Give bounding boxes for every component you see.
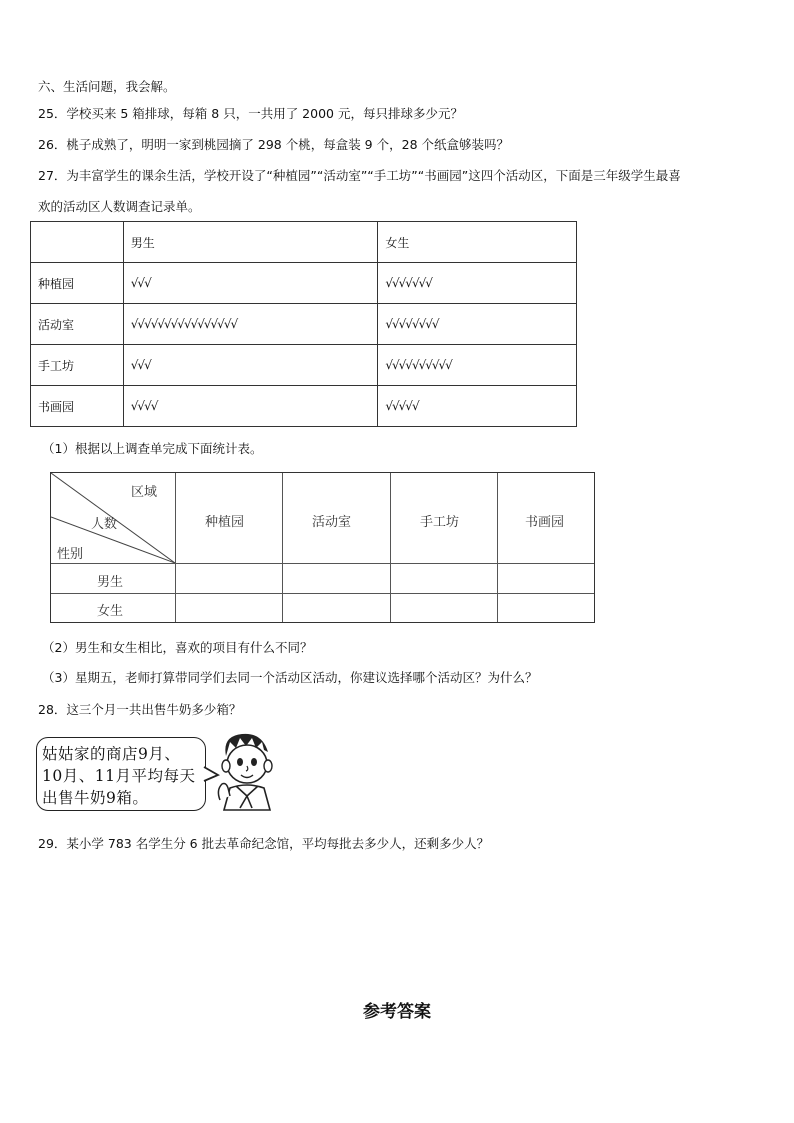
girls-ticks: √√√√√ (378, 386, 577, 427)
table-row (31, 222, 577, 263)
column-header: 活动室 (312, 515, 352, 530)
corner-label-gender: 性别 (57, 547, 84, 562)
boys-ticks: √√√ (123, 263, 378, 304)
survey-record-table (30, 221, 577, 427)
column-header: 书画园 (525, 515, 565, 530)
statistics-table (50, 472, 595, 623)
question-27-line2: 欢的活动区人数调查记录单。 (38, 199, 201, 214)
boy-illustration-icon (212, 730, 282, 812)
corner-label-region: 区域 (131, 485, 158, 500)
area-cell: 书画园 (31, 386, 124, 427)
column-header: 手工坊 (420, 515, 460, 530)
table-row (31, 386, 577, 427)
header-cell-boys: 男生 (123, 222, 378, 263)
question-27-sub3: （3）星期五，老师打算带同学们去同一个活动区活动，你建议选择哪个活动区？为什么？ (42, 670, 538, 685)
area-cell: 活动室 (31, 304, 124, 345)
header-cell (31, 222, 124, 263)
column-divider (282, 473, 283, 622)
table-row (31, 263, 577, 304)
row-header-girls: 女生 (97, 604, 124, 619)
column-divider (390, 473, 391, 622)
question-29: 29．某小学 783 名学生分 6 批去革命纪念馆，平均每批去多少人，还剩多少人？ (38, 836, 490, 851)
section-title: 六、生活问题，我会解。 (38, 79, 176, 94)
table-row (31, 345, 577, 386)
girls-ticks: √√√√√√√ (378, 263, 577, 304)
question-26: 26．桃子成熟了，明明一家到桃园摘了 298 个桃，每盒装 9 个，28 个纸盒够装吗？ (38, 137, 509, 152)
area-cell: 种植园 (31, 263, 124, 304)
boys-ticks: √√√√√√√√√√√√√√√√ (123, 304, 378, 345)
column-divider (497, 473, 498, 622)
header-cell-girls: 女生 (378, 222, 577, 263)
corner-label-count: 人数 (91, 517, 118, 532)
table-row (31, 304, 577, 345)
girls-ticks: √√√√√√√√ (378, 304, 577, 345)
row-divider (51, 593, 594, 594)
answer-section-title: 参考答案 (363, 1002, 431, 1022)
bubble-line-3: 出售牛奶9箱。 (42, 789, 149, 807)
column-divider (175, 473, 176, 622)
boys-ticks: √√√ (123, 345, 378, 386)
question-27-sub1: （1）根据以上调查单完成下面统计表。 (42, 441, 263, 456)
boys-ticks: √√√√ (123, 386, 378, 427)
bubble-line-1: 姑姑家的商店9月、 (42, 745, 181, 763)
column-header: 种植园 (205, 515, 245, 530)
question-27-sub2: （2）男生和女生相比，喜欢的项目有什么不同？ (42, 640, 313, 655)
question-27-line1: 27．为丰富学生的课余生活，学校开设了“种植园”“活动室”“手工坊”“书画园”这四个活动区，下面是三年级学生最喜 (38, 168, 681, 183)
area-cell: 手工坊 (31, 345, 124, 386)
bubble-line-2: 10月、11月平均每天 (42, 767, 196, 785)
question-28: 28．这三个月一共出售牛奶多少箱？ (38, 702, 242, 717)
question-25: 25．学校买来 5 箱排球，每箱 8 只，一共用了 2000 元，每只排球多少元？ (38, 106, 463, 121)
row-header-boys: 男生 (97, 575, 124, 590)
row-divider (51, 563, 594, 564)
girls-ticks: √√√√√√√√√√ (378, 345, 577, 386)
